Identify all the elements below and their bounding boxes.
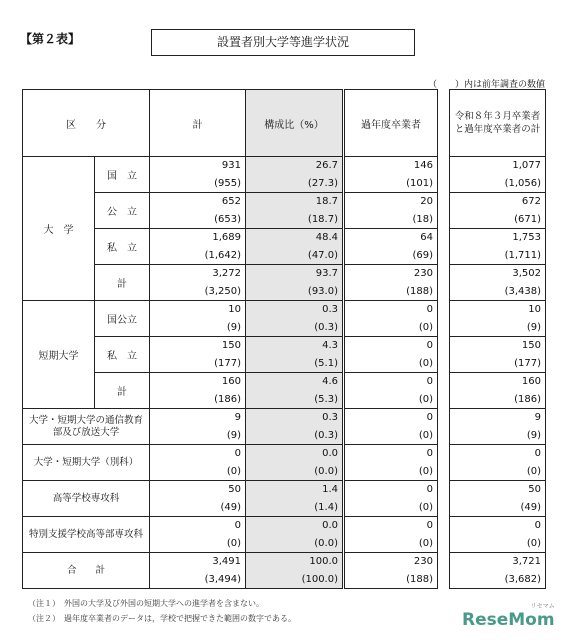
table-row <box>345 265 438 283</box>
prev-value: 64 <box>345 229 438 247</box>
table-row-previous <box>345 571 438 589</box>
total-previous: (177) <box>450 355 546 373</box>
page-title: 設置者別大学等進学状況 <box>151 29 415 56</box>
total-value: 160 <box>450 373 546 391</box>
table-row-previous <box>450 175 546 193</box>
table-row <box>450 481 546 499</box>
table-row <box>450 157 546 175</box>
subgroup-label: 計 <box>95 265 150 301</box>
ratio-previous: (1.4) <box>246 499 343 517</box>
kei-previous: (1,642) <box>150 247 246 265</box>
total-previous: (3,438) <box>450 283 546 301</box>
ratio-previous: (0.0) <box>246 535 343 553</box>
ratio-value: 0.0 <box>246 517 343 535</box>
table-row <box>23 301 343 319</box>
ratio-value: 18.7 <box>246 193 343 211</box>
kei-value: 0 <box>150 517 246 535</box>
subgroup-label: 私 立 <box>95 337 150 373</box>
kei-previous: (0) <box>150 535 246 553</box>
table-row <box>23 553 343 571</box>
kei-previous: (9) <box>150 319 246 337</box>
main-table <box>22 89 343 589</box>
total-value: 1,753 <box>450 229 546 247</box>
table-row-previous <box>450 571 546 589</box>
kei-value: 50 <box>150 481 246 499</box>
kei-value: 652 <box>150 193 246 211</box>
total-table <box>449 89 546 589</box>
kei-value: 931 <box>150 157 246 175</box>
prev-previous: (188) <box>345 283 438 301</box>
kei-previous: (186) <box>150 391 246 409</box>
footnote-1: （注１） 外国の大学及び外国の短期大学への進学者を含まない。 <box>28 599 264 608</box>
ratio-previous: (0.3) <box>246 319 343 337</box>
prev-grad-table <box>344 89 438 589</box>
total-previous: (1,711) <box>450 247 546 265</box>
group-label: 大学・短期大学（別科） <box>23 445 150 481</box>
kei-previous: (0) <box>150 463 246 481</box>
prev-previous: (188) <box>345 571 438 589</box>
table-row-previous <box>345 535 438 553</box>
kei-previous: (177) <box>150 355 246 373</box>
prev-previous: (0) <box>345 391 438 409</box>
ratio-value: 93.7 <box>246 265 343 283</box>
prev-value: 230 <box>345 553 438 571</box>
total-value: 150 <box>450 337 546 355</box>
prev-previous: (0) <box>345 427 438 445</box>
prev-previous: (0) <box>345 499 438 517</box>
group-label: 合 計 <box>23 553 150 589</box>
total-previous: (1,056) <box>450 175 546 193</box>
table-row <box>345 517 438 535</box>
table-row-previous <box>450 391 546 409</box>
kei-value: 1,689 <box>150 229 246 247</box>
table-row <box>345 301 438 319</box>
subgroup-label: 国 立 <box>95 157 150 193</box>
total-previous: (186) <box>450 391 546 409</box>
kei-value: 9 <box>150 409 246 427</box>
total-previous: (49) <box>450 499 546 517</box>
table-row-previous <box>450 319 546 337</box>
table-row <box>23 517 343 535</box>
total-value: 672 <box>450 193 546 211</box>
kei-previous: (3,250) <box>150 283 246 301</box>
table-row <box>450 301 546 319</box>
table-row-previous <box>450 427 546 445</box>
total-value: 9 <box>450 409 546 427</box>
kei-previous: (49) <box>150 499 246 517</box>
header-total: 令和８年３月卒業者と過年度卒業者の計 <box>450 90 546 157</box>
prev-value: 0 <box>345 301 438 319</box>
prev-previous: (101) <box>345 175 438 193</box>
table-row <box>450 265 546 283</box>
logo-text: ReseMom <box>462 610 555 630</box>
table-row-previous <box>345 355 438 373</box>
subgroup-label: 国公立 <box>95 301 150 337</box>
table-row-previous <box>345 247 438 265</box>
total-value: 10 <box>450 301 546 319</box>
ratio-value: 48.4 <box>246 229 343 247</box>
group-label: 大 学 <box>23 157 95 301</box>
table-row <box>345 337 438 355</box>
total-value: 3,502 <box>450 265 546 283</box>
ratio-value: 0.0 <box>246 445 343 463</box>
total-previous: (671) <box>450 211 546 229</box>
prev-previous: (0) <box>345 319 438 337</box>
group-label: 高等学校専攻科 <box>23 481 150 517</box>
ratio-previous: (5.1) <box>246 355 343 373</box>
prev-value: 0 <box>345 517 438 535</box>
table-row <box>345 553 438 571</box>
prev-value: 230 <box>345 265 438 283</box>
table-row-previous <box>345 463 438 481</box>
resemom-logo <box>462 601 555 630</box>
table-row <box>345 229 438 247</box>
ratio-previous: (47.0) <box>246 247 343 265</box>
ratio-previous: (18.7) <box>246 211 343 229</box>
kei-value: 0 <box>150 445 246 463</box>
logo-sub: リセマム <box>530 603 555 610</box>
subgroup-label: 計 <box>95 373 150 409</box>
ratio-previous: (93.0) <box>246 283 343 301</box>
ratio-previous: (27.3) <box>246 175 343 193</box>
table-row <box>345 373 438 391</box>
prev-previous: (0) <box>345 355 438 373</box>
table-row-previous <box>450 355 546 373</box>
table-row <box>23 157 343 175</box>
ratio-previous: (0.0) <box>246 463 343 481</box>
prev-previous: (69) <box>345 247 438 265</box>
ratio-value: 26.7 <box>246 157 343 175</box>
table-row-previous <box>450 499 546 517</box>
total-previous: (3,682) <box>450 571 546 589</box>
ratio-previous: (0.3) <box>246 427 343 445</box>
prev-previous: (18) <box>345 211 438 229</box>
kei-value: 3,491 <box>150 553 246 571</box>
footnote-2: （注２） 過年度卒業者のデータは，学校で把握できた範囲の数字である。 <box>28 614 296 623</box>
table-row-previous <box>345 283 438 301</box>
group-label: 特別支援学校高等部専攻科 <box>23 517 150 553</box>
ratio-value: 0.3 <box>246 301 343 319</box>
table-row <box>450 445 546 463</box>
table-row-previous <box>450 463 546 481</box>
kei-value: 3,272 <box>150 265 246 283</box>
total-value: 0 <box>450 445 546 463</box>
table-row <box>23 409 343 427</box>
kei-previous: (9) <box>150 427 246 445</box>
table-row <box>345 157 438 175</box>
table-row-previous <box>345 427 438 445</box>
table-row-previous <box>345 319 438 337</box>
kei-previous: (3,494) <box>150 571 246 589</box>
prev-value: 0 <box>345 409 438 427</box>
ratio-previous: (5.3) <box>246 391 343 409</box>
total-previous: (0) <box>450 535 546 553</box>
table-row <box>345 445 438 463</box>
prev-value: 146 <box>345 157 438 175</box>
total-previous: (0) <box>450 463 546 481</box>
header-kubun: 区 分 <box>23 90 150 157</box>
table-row <box>450 553 546 571</box>
header-kei: 計 <box>150 90 246 157</box>
prev-previous: (0) <box>345 463 438 481</box>
table-row <box>23 481 343 499</box>
ratio-value: 1.4 <box>246 481 343 499</box>
subgroup-label: 公 立 <box>95 193 150 229</box>
table-row-previous <box>345 499 438 517</box>
total-value: 0 <box>450 517 546 535</box>
kei-value: 150 <box>150 337 246 355</box>
prev-value: 0 <box>345 373 438 391</box>
ratio-previous: (100.0) <box>246 571 343 589</box>
total-value: 1,077 <box>450 157 546 175</box>
prev-value: 0 <box>345 481 438 499</box>
kei-value: 160 <box>150 373 246 391</box>
table-row <box>450 337 546 355</box>
table-row-previous <box>345 175 438 193</box>
ratio-value: 4.3 <box>246 337 343 355</box>
ratio-value: 100.0 <box>246 553 343 571</box>
group-label: 短期大学 <box>23 301 95 409</box>
table-row-previous <box>345 391 438 409</box>
table-row <box>345 193 438 211</box>
total-previous: (9) <box>450 427 546 445</box>
table-row <box>450 229 546 247</box>
prev-value: 0 <box>345 337 438 355</box>
table-row-previous <box>450 211 546 229</box>
total-value: 50 <box>450 481 546 499</box>
prev-previous: (0) <box>345 535 438 553</box>
table-tag: 【第２表】 <box>20 32 81 46</box>
header-ratio: 構成比（%） <box>246 90 343 157</box>
kei-previous: (653) <box>150 211 246 229</box>
ratio-value: 0.3 <box>246 409 343 427</box>
table-row <box>345 481 438 499</box>
table-row <box>345 409 438 427</box>
table-row-previous <box>450 247 546 265</box>
table-row-previous <box>345 211 438 229</box>
prev-value: 0 <box>345 445 438 463</box>
header-prev: 過年度卒業者 <box>345 90 438 157</box>
kei-value: 10 <box>150 301 246 319</box>
previous-year-note: （ ）内は前年調査の数値 <box>427 80 545 90</box>
table-row <box>450 193 546 211</box>
table-row <box>450 409 546 427</box>
group-label: 大学・短期大学の通信教育部及び放送大学 <box>23 409 150 445</box>
total-previous: (9) <box>450 319 546 337</box>
table-row <box>450 517 546 535</box>
total-value: 3,721 <box>450 553 546 571</box>
kei-previous: (955) <box>150 175 246 193</box>
prev-value: 20 <box>345 193 438 211</box>
table-row <box>450 373 546 391</box>
table-row-previous <box>450 283 546 301</box>
subgroup-label: 私 立 <box>95 229 150 265</box>
ratio-value: 4.6 <box>246 373 343 391</box>
table-row-previous <box>450 535 546 553</box>
table-row <box>23 445 343 463</box>
